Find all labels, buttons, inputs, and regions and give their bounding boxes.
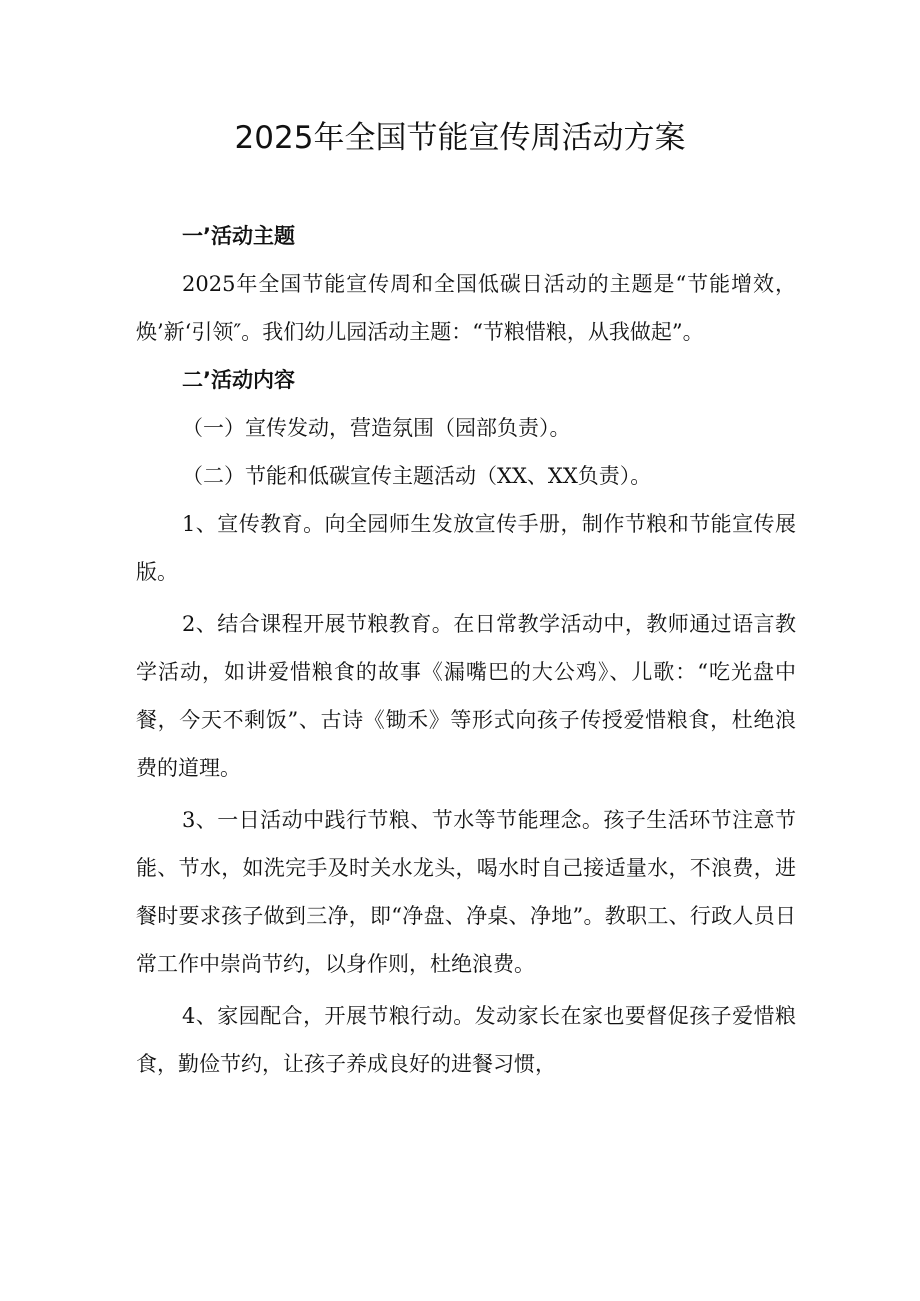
content-item-3: 3、一日活动中践行节粮、节水等节能理念。孩子生活环节注意节能、节水，如洗完手及时关水龙头，喝水时自己接适量水，不浪费，进餐时要求孩子做到三净，即“净盘、净桌、净地”。教职工、行政人员日常工作中崇尚节约，以身作则，杜绝浪费。	[136, 808, 796, 976]
document-body	[136, 212, 796, 1088]
content-subitem-1: （一）宣传发动，营造氛围（园部负责）。	[182, 416, 571, 440]
document-title: 2025年全国节能宣传周活动方案	[234, 120, 686, 156]
content-item-2: 2、结合课程开展节粮教育。在日常教学活动中，教师通过语言教学活动，如讲爱惜粮食的故事《漏嘴巴的大公鸡》、儿歌：“吃光盘中餐，今天不剩饭”、古诗《锄禾》等形式向孩子传授爱惜粮食，杜绝浪费的道理。	[136, 612, 796, 780]
content-subitem-2: （二）节能和低碳宣传主题活动（XX、XX负责）。	[182, 464, 652, 488]
content-item-1: 1、宣传教育。向全园师生发放宣传手册，制作节粮和节能宣传展版。	[136, 512, 796, 584]
content-item-4: 4、家园配合，开展节粮行动。发动家长在家也要督促孩子爱惜粮食，勤俭节约，让孩子养成良好的进餐习惯，	[136, 1004, 796, 1076]
section-heading-theme: 一’活动主题	[182, 224, 295, 248]
theme-paragraph: 2025年全国节能宣传周和全国低碳日活动的主题是“节能增效，焕’新‘引领″。我们幼儿园活动主题：“节粮惜粮，从我做起”。	[136, 272, 796, 344]
section-heading-content: 二’活动内容	[182, 368, 295, 392]
